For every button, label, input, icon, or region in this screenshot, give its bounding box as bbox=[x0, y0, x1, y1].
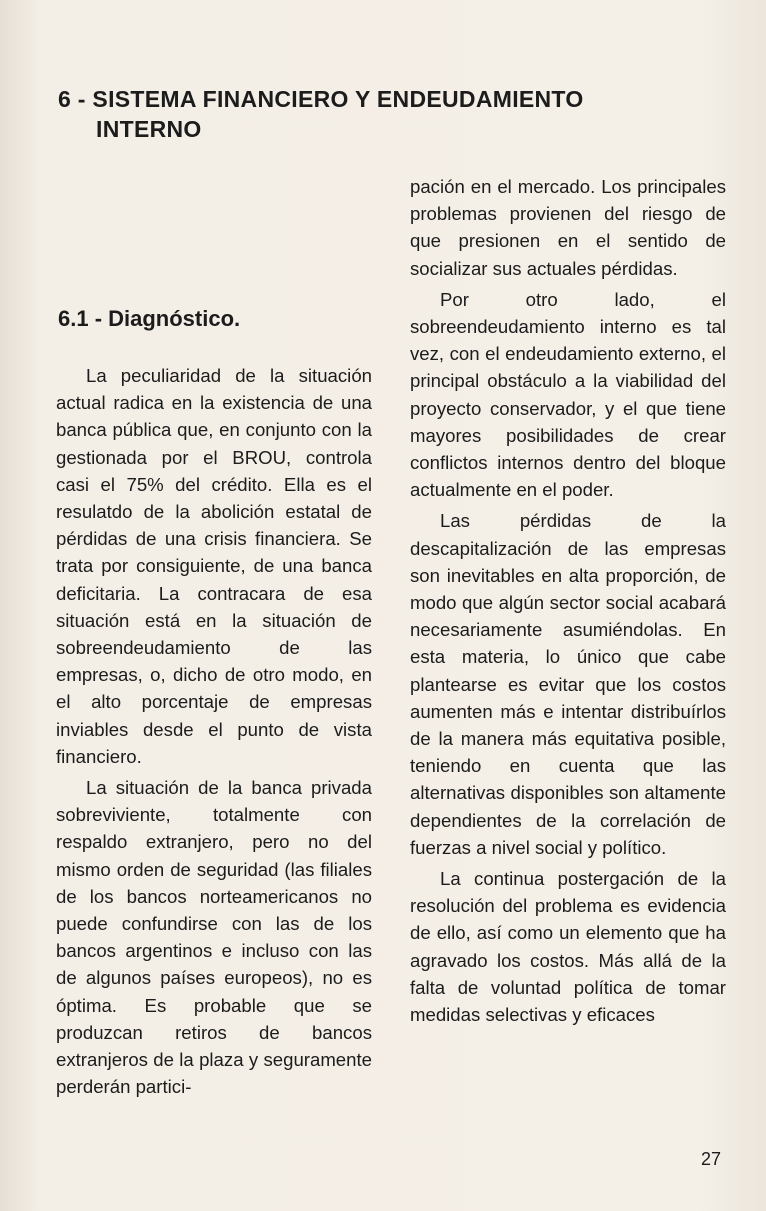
subsection-heading: 6.1 - Diagnóstico. bbox=[58, 306, 241, 331]
section-heading bbox=[58, 84, 698, 144]
paragraph: La situación de la banca privada sobreviviente, totalmente con respaldo extranjero, pero no del mismo orden de seguridad (las filiales de los bancos norteamericanos no puede confundirse con las de los bancos argentinos e incluso con las de algunos países europeos), no es óptima. Es probable que se produzcan retiros de bancos extranjeros de la plaza y seguramente perderán partici- bbox=[56, 777, 372, 1098]
paragraph: La peculiaridad de la situación actual radica en la existencia de una banca pública que, en conjunto con la gestionada por el BROU, controla casi el 75% del crédito. Ella es el resulatdo de la abolición estatal de pérdidas de una crisis financiera. Se trata por consiguiente, de una banca deficitaria. La contracara de esa situación está en la situación de sobreendeudamiento de las empresas, o, dicho de otro modo, en el alto porcentaje de empresas inviables desde el punto de vista financiero. bbox=[56, 365, 372, 767]
section-heading-line-1: 6 - SISTEMA FINANCIERO Y ENDEUDAMIENTO bbox=[58, 86, 584, 112]
paragraph: Las pérdidas de la descapitalización de las empresas son inevitables en alta proporción, de modo que algún sector social acabará necesariamente asumiéndolas. En esta materia, lo único que cabe plantearse es evitar que los costos aumenten más e intentar distribuírlos de la manera más equitativa posible, teniendo en cuenta que las alternativas disponibles son altamente dependientes de la correlación de fuerzas a nivel social y político. bbox=[410, 510, 726, 858]
left-column bbox=[56, 362, 372, 1100]
paragraph: pación en el mercado. Los principales problemas provienen del riesgo de que presionen en el sentido de socializar sus actuales pérdidas. bbox=[410, 176, 726, 279]
paragraph: La continua postergación de la resolución del problema es evidencia de ello, así como un elemento que ha agravado los costos. Más allá de la falta de voluntad política de tomar medidas selectivas y eficaces bbox=[410, 868, 726, 1026]
section-heading-line-2: INTERNO bbox=[96, 116, 202, 142]
page-number: 27 bbox=[701, 1149, 722, 1169]
right-column bbox=[410, 173, 726, 1028]
paragraph: Por otro lado, el sobreendeudamiento interno es tal vez, con el endeudamiento externo, el principal obstáculo a la viabilidad del proyecto conservador, y el que tiene mayores posibilidades de crear conflictos internos dentro del bloque actualmente en el poder. bbox=[410, 288, 726, 501]
